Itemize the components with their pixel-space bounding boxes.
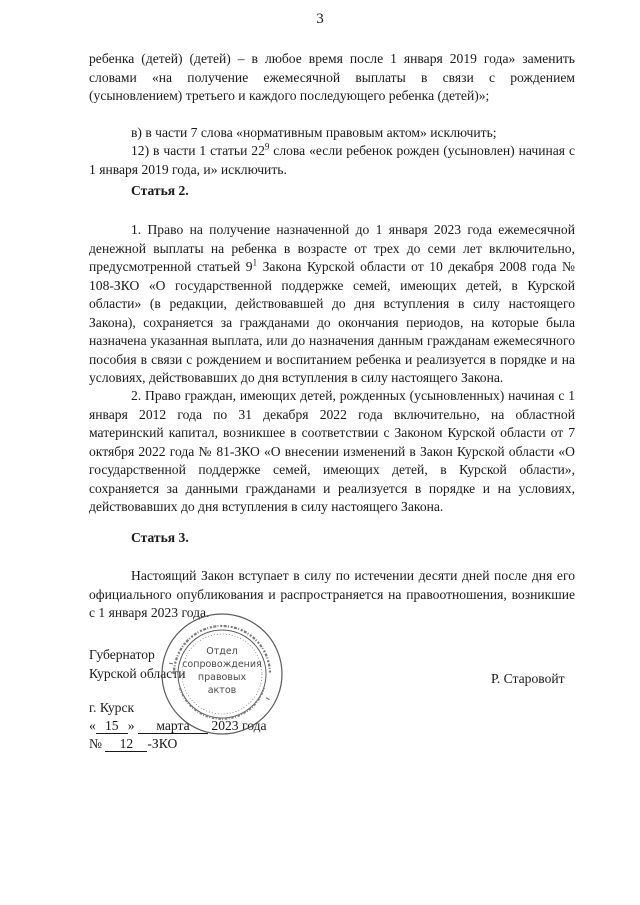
law-number-line: [89, 735, 177, 754]
date-month: марта: [138, 719, 208, 734]
article-2-p1-text-a: 1. Право на получение назначенной до 1 января 2023 года ежемесячной денежной выплаты на ребенка в возрасте от трех до семи лет включительно, предусмотренной статьей 9: [89, 222, 575, 274]
date-year: 2023 года: [211, 718, 267, 733]
governor-title-line-1: Губернатор: [89, 647, 155, 662]
city: г. Курск: [89, 700, 135, 715]
date-day: 15: [96, 719, 128, 734]
seal-line-4: актов: [207, 685, 237, 696]
official-seal: [160, 612, 284, 736]
article-2-p1-superscript: 1: [252, 257, 258, 268]
paragraph-continuation: ребенка (детей) (детей) – в любое время после 1 января 2019 года» заменить словами «на получение ежемесячной выплаты в связи с рождением (усыновлением) третьего и каждого последующего ребенка (детей)»;: [89, 51, 575, 103]
governor-name: Р. Старовойт: [491, 671, 565, 686]
date-close-quote: »: [127, 718, 135, 733]
article-2-p1-text-b: Закона Курской области от 10 декабря 2008 года № 108-ЗКО «О государственной поддержке семей, имеющих детей, в Курской области» (в редакции, действовавшей до дня вступления в силу настоящего Закона), сохраняется за гражданами до окончания периодов, на которые была назначена указанная выплата, или до назначения данным гражданам ежемесячного пособия в связи с рождением и воспитанием ребенка и реализуется в порядке и на условиях, действовавших до дня вступления в силу настоящего Закона.: [89, 259, 575, 385]
governor-title-line-2: Курской области: [89, 666, 186, 681]
paragraph-item-v: в) в части 7 слова «нормативным правовым актом» исключить;: [131, 125, 497, 140]
article-3-paragraph: Настоящий Закон вступает в силу по истечении десяти дней после дня его официального опубликования и распространяется на правоотношения, возникшие с 1 января 2023 года.: [89, 568, 575, 620]
date-open-quote: «: [89, 718, 96, 733]
article-2-paragraph-1: [89, 221, 575, 388]
number-suffix: -ЗКО: [147, 736, 178, 751]
seal-line-2: сопровождения: [182, 659, 262, 670]
seal-line-1: Отдел: [206, 646, 238, 657]
page-number: 3: [316, 11, 324, 27]
article-3-heading: Статья 3.: [131, 530, 189, 545]
number-value: 12: [105, 737, 147, 752]
article-2-paragraph-2: 2. Право граждан, имеющих детей, рожденных (усыновленных) начиная с 1 января 2012 года по 31 декабря 2022 года включительно, на областной материнский капитал, возникшее в соответствии с Законом Курской области от 7 октября 2022 года № 81-ЗКО «О внесении изменений в Закон Курской области «О государственной поддержке семей, имеющих детей, в Курской области», сохраняется за данными гражданами и реализуется в порядке и на условиях, действовавших до дня вступления в силу настоящего Закона.: [89, 388, 575, 514]
item-12-text-b: слова «если ребенок рожден (усыновлен) начиная с 1 января 2019 года, и» исключить.: [89, 143, 576, 177]
seal-line-3: правовых: [197, 672, 247, 683]
article-2-heading: Статья 2.: [131, 183, 189, 198]
paragraph-item-12: [89, 142, 575, 179]
item-12-text-a: 12) в части 1 статьи 22: [131, 143, 265, 158]
item-12-superscript: 9: [264, 141, 270, 152]
number-prefix: №: [89, 736, 102, 751]
